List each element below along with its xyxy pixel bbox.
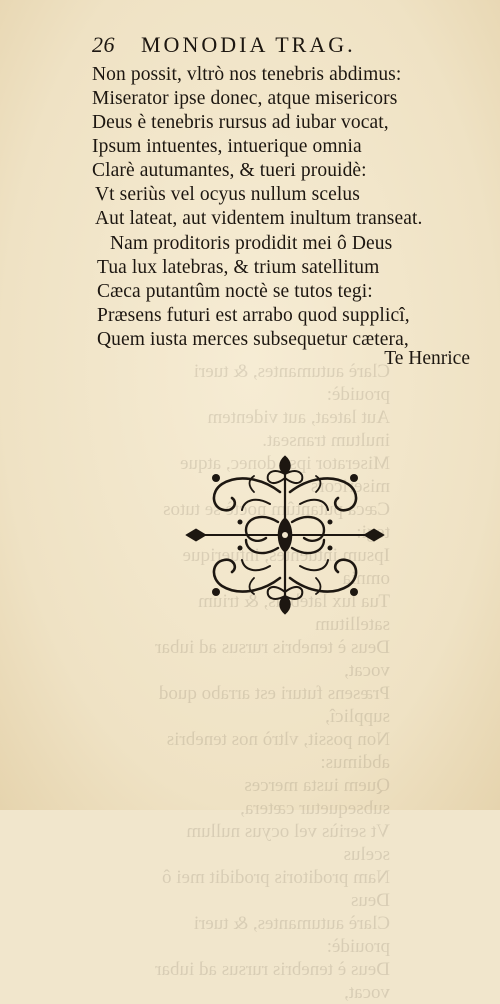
verse-line: Nam proditoris prodidit mei ô Deus xyxy=(110,233,393,254)
show-through-text: Clarè autumantes, & tueri prouidè: Aut lateat, aut videntem inultum transeat. Miserator ipse donec, atque misericors Cæca putantûm noctè se tutos Ipsum intuentes, intuerique omnia Tua lux latebras, & trium satellitum Deus è tenebris rursus ad iubar vocat, Præsens futuri est arrabo quod supplicî, Non possit, vltrò nos tenebris abdimus: Quem iusta merces subsequetur cætera, Vt seriùs vel ocyus nullum scelus Nam proditoris prodidit mei ô Deus Clarè autumantes, & tueri prouidè: Deus è tenebris rursus ad iubar vocat, xyxy=(155,361,390,1003)
verse-line: Non possit, vltrò nos tenebris abdimus: xyxy=(92,64,402,85)
verse-line: Miserator ipse donec, atque misericors xyxy=(92,88,398,109)
fleuron-ornament-icon xyxy=(182,452,388,618)
page-header xyxy=(92,32,440,62)
verse-line: Clarè autumantes, & tueri prouidè: xyxy=(92,160,367,181)
verse-line: Quem iusta merces subsequetur cætera, xyxy=(97,329,409,350)
verse-line: Aut lateat, aut videntem inultum transeat. xyxy=(95,208,423,229)
catchword: Te Henrice xyxy=(384,348,470,369)
verse-line: Præsens futuri est arrabo quod supplicî, xyxy=(97,305,410,326)
verse-line: Deus è tenebris rursus ad iubar vocat, xyxy=(92,112,389,133)
verse-line: Ipsum intuentes, intuerique omnia xyxy=(92,136,362,157)
verse-line: Cæca putantûm noctè se tutos tegi: xyxy=(97,281,373,302)
page-number: 26 xyxy=(92,32,115,57)
running-title: MONODIA TRAG. xyxy=(141,32,356,57)
verse-line: Tua lux latebras, & trium satellitum xyxy=(97,257,380,278)
verse-line: Vt seriùs vel ocyus nullum scelus xyxy=(95,184,360,205)
